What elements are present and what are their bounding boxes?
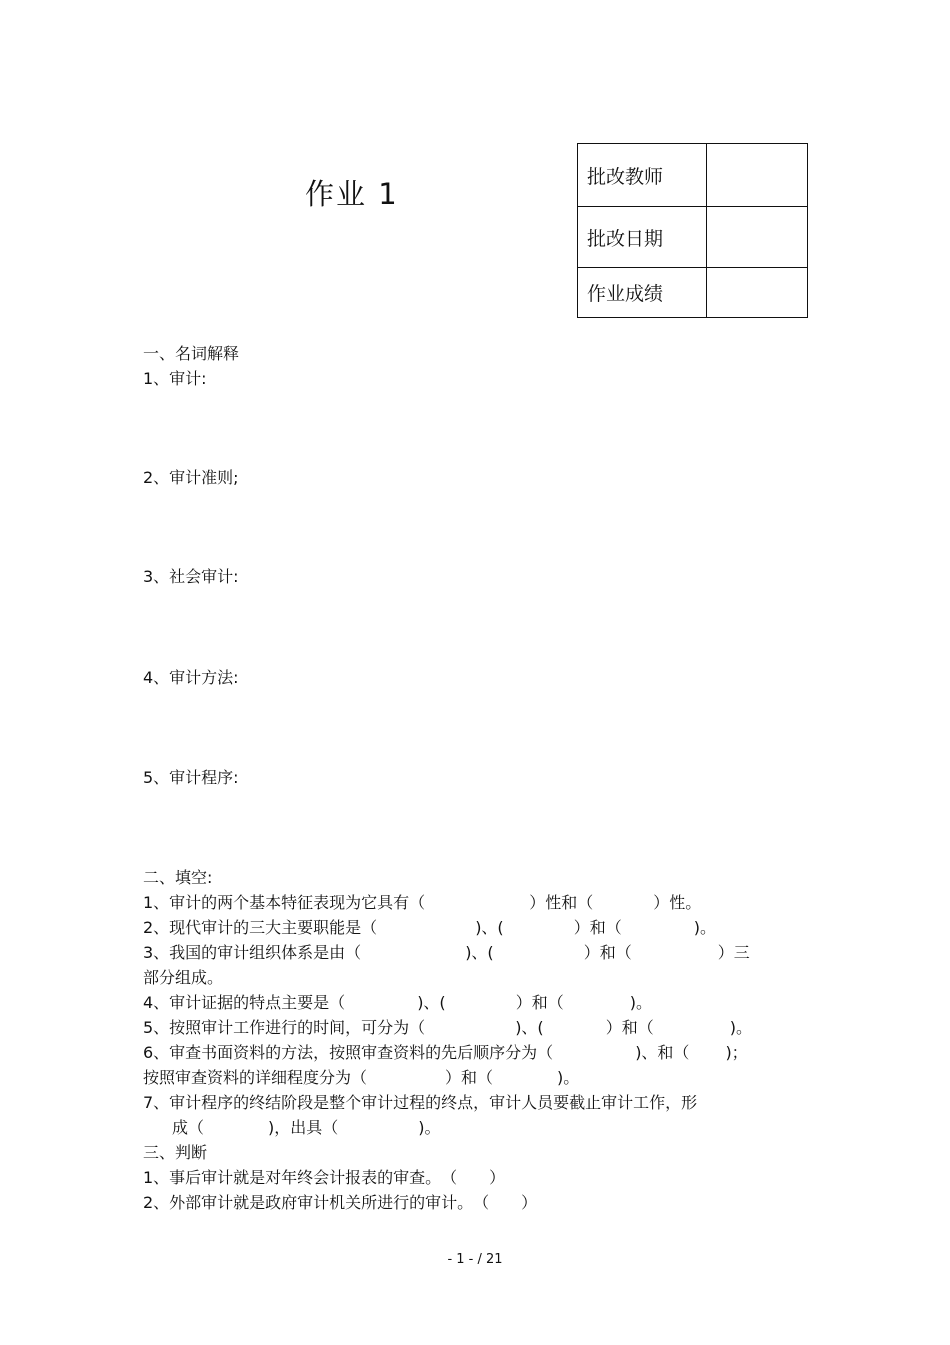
section-heading-true-false: 三、判断: [143, 1143, 208, 1162]
question-text: 3、我国的审计组织体系是由（: [143, 943, 362, 962]
true-false-question: 2、外部审计就是政府审计机关所进行的审计。 （ ）: [143, 1193, 538, 1212]
fill-blank-question-3-cont: 部分组成。: [143, 968, 224, 987]
question-text: 5、按照审计工作进行的时间，可分为（: [143, 1018, 426, 1037]
fill-blank-question-6-cont: [143, 1068, 579, 1088]
page-title: 作业 1: [305, 177, 399, 211]
fill-blank-question-1: [143, 893, 701, 913]
question-text: )；: [725, 1043, 748, 1062]
definition-item: 5、审计程序:: [143, 768, 239, 787]
question-text: ）和（: [605, 1018, 654, 1037]
question-text: ）性。: [653, 893, 702, 912]
grading-label: 作业成绩: [578, 268, 707, 318]
question-text: 按照审查资料的详细程度分为（: [143, 1068, 368, 1087]
fill-blank-question-7-cont: [172, 1118, 441, 1138]
question-text: 2、现代审计的三大主要职能是（: [143, 918, 378, 937]
question-text: )。: [693, 918, 716, 937]
grading-row-teacher: [578, 144, 808, 207]
definition-item: 1、审计:: [143, 369, 207, 388]
grading-label: 批改日期: [578, 207, 707, 268]
section-heading-definitions: 一、名词解释: [143, 344, 240, 363]
grading-value: [707, 144, 808, 207]
grading-row-score: [578, 268, 808, 318]
fill-blank-question-5: [143, 1018, 752, 1038]
grading-row-date: [578, 207, 808, 268]
question-text: 4、审计证据的特点主要是（: [143, 993, 346, 1012]
true-false-question: 1、事后审计就是对年终会计报表的审查。 （ ）: [143, 1168, 506, 1187]
question-text: )。: [418, 1118, 441, 1137]
question-text: ）三: [717, 943, 750, 962]
grading-table: [577, 143, 808, 318]
question-text: )。: [729, 1018, 752, 1037]
fill-blank-question-3: [143, 943, 750, 963]
fill-blank-question-7: 7、审计程序的终结阶段是整个审计过程的终点，审计人员要截止审计工作，形: [143, 1093, 698, 1112]
question-text: 6、审查书面资料的方法，按照审查资料的先后顺序分为（: [143, 1043, 554, 1062]
question-text: 成（: [172, 1118, 205, 1137]
question-text: ）性和（: [529, 893, 594, 912]
definition-item: 3、社会审计:: [143, 567, 239, 586]
definition-item: 4、审计方法:: [143, 668, 239, 687]
question-text: 1、审计的两个基本特征表现为它具有（: [143, 893, 426, 912]
question-text: ）和（: [573, 918, 622, 937]
definition-item: 2、审计准则;: [143, 468, 239, 487]
question-text: )、(: [475, 918, 504, 937]
question-text: )、(: [417, 993, 446, 1012]
question-text: )、(: [465, 943, 494, 962]
question-text: ）和（: [445, 1068, 494, 1087]
question-text: )，出具（: [268, 1118, 339, 1137]
grading-label: 批改教师: [578, 144, 707, 207]
page-number: - 1 - / 21: [447, 1252, 503, 1267]
fill-blank-question-4: [143, 993, 652, 1013]
section-heading-fill-blank: 二、填空:: [143, 868, 213, 887]
fill-blank-question-2: [143, 918, 716, 938]
question-text: ）和（: [583, 943, 632, 962]
fill-blank-question-6: [143, 1043, 748, 1063]
question-text: )、和（: [635, 1043, 690, 1062]
question-text: )。: [629, 993, 652, 1012]
question-text: )、(: [515, 1018, 544, 1037]
grading-value: [707, 207, 808, 268]
grading-value: [707, 268, 808, 318]
question-text: ）和（: [515, 993, 564, 1012]
question-text: )。: [557, 1068, 580, 1087]
